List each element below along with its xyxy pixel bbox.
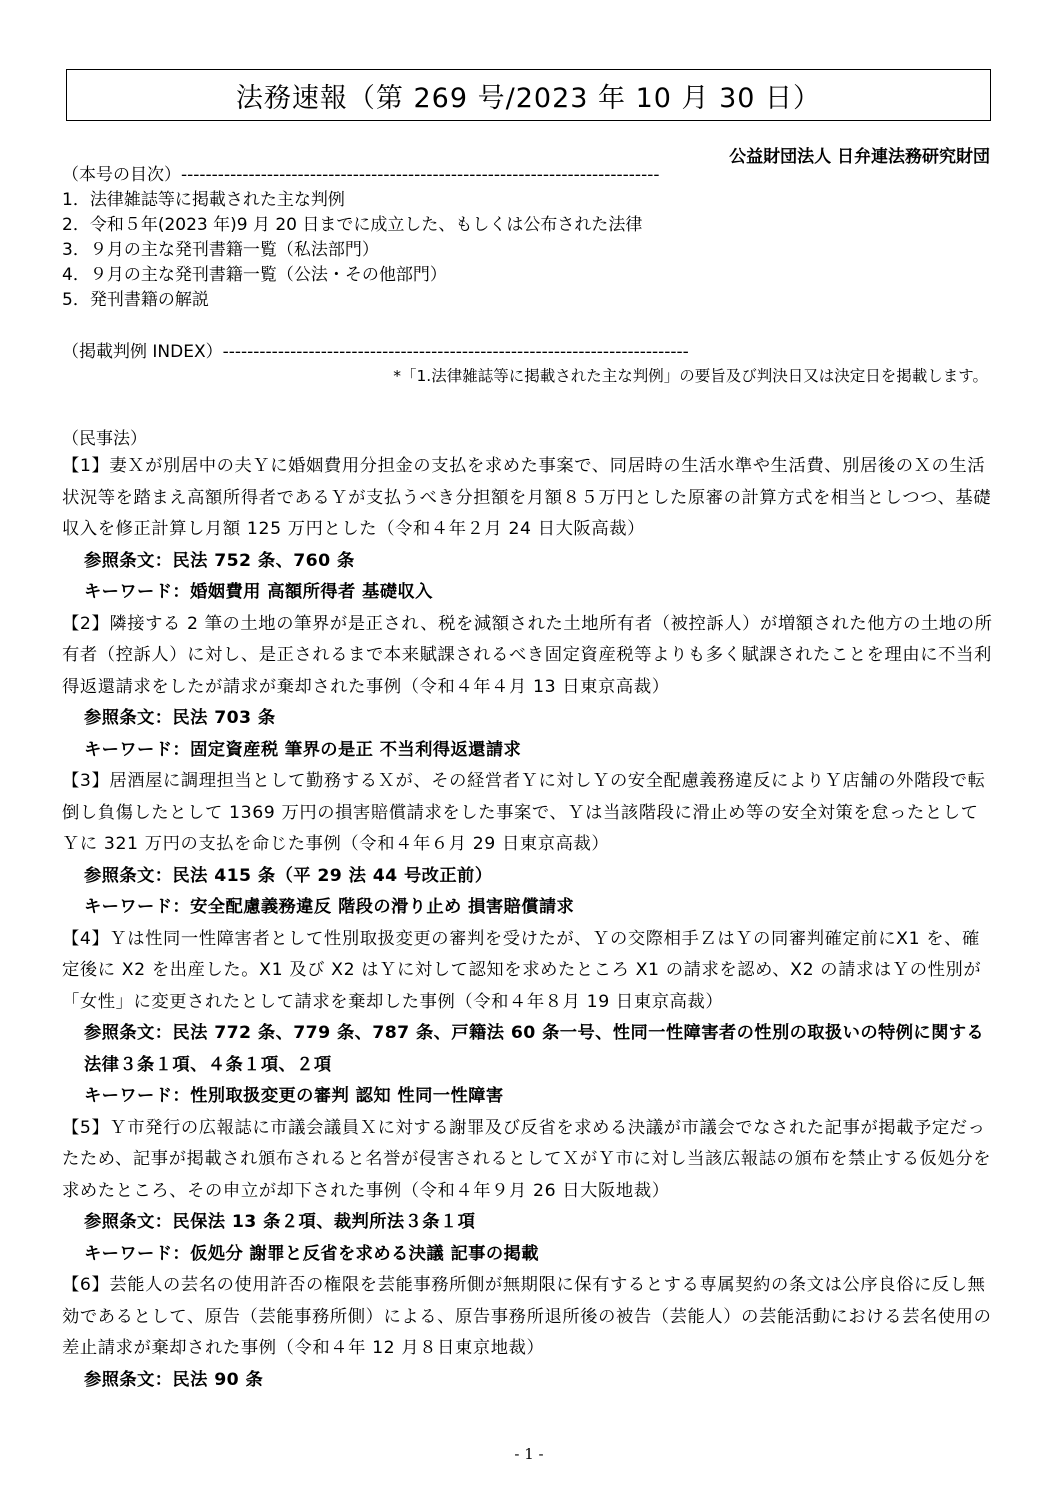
ref-label: 参照条文： <box>84 550 173 571</box>
case-summary: 【5】Ｙ市発行の広報誌に市議会議員Ｘに対する謝罪及び反省を求める決議が市議会でなされた記事が掲載予定だったため、記事が掲載され頒布されると名誉が侵害されるとしてＸがＹ市に対し当該広報誌の頒布を禁止する仮処分を求めたところ、その申立が却下された事例（令和４年９月 26 日大阪地裁） <box>62 1117 992 1201</box>
case-list <box>62 451 994 1396</box>
case-keywords <box>62 1081 994 1113</box>
ref-label: 参照条文： <box>84 1369 173 1390</box>
publisher-name: 公益財団法人 日弁連法務研究財団 <box>729 147 990 167</box>
kw-label: キーワード： <box>84 582 191 602</box>
kw-label: キーワード： <box>84 739 191 760</box>
toc-item: 3．９月の主な発刊書籍一覧（私法部門） <box>62 240 379 260</box>
kw-label: キーワード： <box>84 1086 191 1106</box>
case-references <box>62 546 994 578</box>
case-summary: 【3】居酒屋に調理担当として勤務するＸが、その経営者Ｙに対しＹの安全配慮義務違反によりＹ店舗の外階段で転倒し負傷したとして 1369 万円の損害賠償請求をした事案で、Ｙは当該階段に滑止め等の安全対策を怠ったとしてＹに 321 万円の支払を命じた事例（令和４年６月 29 日東京高裁） <box>62 771 986 854</box>
toc-item: 1．法律雑誌等に掲載された主な判例 <box>62 190 345 210</box>
case-entry <box>62 451 994 609</box>
toc-item: 2．令和５年(2023 年)9 月 20 日までに成立した、もしくは公布された法律 <box>62 215 643 235</box>
ref-label: 参照条文： <box>84 865 173 886</box>
ref-text: 民法 752 条、760 条 <box>172 550 355 571</box>
case-references <box>62 1365 994 1397</box>
ref-label: 参照条文： <box>84 1023 173 1043</box>
ref-text: 民保法 13 条２項、裁判所法３条１項 <box>172 1212 476 1232</box>
case-references <box>62 1207 994 1239</box>
kw-label: キーワード： <box>84 1243 191 1264</box>
case-entry <box>62 924 994 1113</box>
case-references <box>62 1018 994 1081</box>
case-summary: 【4】Ｙは性同一性障害者として性別取扱変更の審判を受けたが、Ｙの交際相手ＺはＹの同審判確定前にX1 を、確定後に X2 を出産した。X1 及び X2 はＹに対して認知を求めたところ X1 の請求を認め、X2 の請求はＹの性別が「女性」に変更されたとして請求を棄却した事例（令和４年８月 19 日東京高裁） <box>62 928 982 1012</box>
ref-text: 民法 90 条 <box>172 1369 264 1390</box>
case-keywords <box>62 1239 994 1271</box>
kw-text: 固定資産税 筆界の是正 不当利得返還請求 <box>190 739 522 760</box>
case-entry <box>62 1270 994 1396</box>
case-references <box>62 861 994 893</box>
page-number: - 1 - <box>514 1445 544 1463</box>
case-entry <box>62 1113 994 1271</box>
ref-text: 民法 703 条 <box>172 708 276 728</box>
toc-heading: （本号の目次）------------------------------------------------------------------------------ <box>62 165 660 185</box>
toc-item: 4．９月の主な発刊書籍一覧（公法・その他部門） <box>62 265 447 285</box>
case-references <box>62 703 994 735</box>
index-heading: （掲載判例 INDEX）---------------------------------------------------------------------------- <box>62 342 689 362</box>
case-summary: 【2】隣接する 2 筆の土地の筆界が是正され、税を減額された土地所有者（被控訴人）が増額された他方の土地の所有者（控訴人）に対し、是正されるまで本来賦課されるべき固定資産税等よりも多く賦課されたことを理由に不当利得返還請求をしたが請求が棄却された事例（令和４年４月 13 日東京高裁） <box>62 613 993 697</box>
toc-item: 5．発刊書籍の解説 <box>62 290 209 310</box>
case-entry <box>62 609 994 767</box>
kw-text: 婚姻費用 高額所得者 基礎収入 <box>190 582 433 602</box>
index-note: *「1.法律雑誌等に掲載された主な判例」の要旨及び判決日又は決定日を掲載します。 <box>393 367 988 385</box>
case-summary: 【6】芸能人の芸名の使用許否の権限を芸能事務所側が無期限に保有するとする専属契約の条文は公序良俗に反し無効であるとして、原告（芸能事務所側）による、原告事務所退所後の被告（芸能人）の芸能活動における芸名使用の差止請求が棄却された事例（令和４年 12 月８日東京地裁） <box>62 1275 992 1358</box>
kw-text: 性別取扱変更の審判 認知 性同一性障害 <box>190 1086 504 1106</box>
case-summary: 【1】妻Ｘが別居中の夫Ｙに婚姻費用分担金の支払を求めた事案で、同居時の生活水準や生活費、別居後のＸの生活状況等を踏まえ高額所得者であるＹが支払うべき分担額を月額８５万円とした原審の計算方式を相当としつつ、基礎収入を修正計算し月額 125 万円とした（令和４年２月 24 日大阪高裁） <box>62 456 992 539</box>
ref-text: 民法 415 条（平 29 法 44 号改正前） <box>172 865 493 886</box>
section-label-civil-law: （民事法） <box>62 429 147 449</box>
page-title <box>66 69 991 121</box>
case-keywords <box>62 892 994 924</box>
ref-text: 民法 772 条、779 条、787 条、戸籍法 60 条一号、性同一性障害者の性別の取扱いの特例に関する法律３条１項、４条１項、２項 <box>84 1023 985 1075</box>
ref-label: 参照条文： <box>84 708 173 728</box>
case-keywords <box>62 735 994 767</box>
table-of-contents <box>62 188 642 313</box>
case-entry <box>62 766 994 924</box>
kw-label: キーワード： <box>84 897 191 917</box>
title-text: 法務速報（第 269 号/2023 年 10 月 30 日） <box>235 82 822 114</box>
kw-text: 仮処分 謝罪と反省を求める決議 記事の掲載 <box>190 1243 539 1264</box>
kw-text: 安全配慮義務違反 階段の滑り止め 損害賠償請求 <box>190 897 575 917</box>
case-keywords <box>62 577 994 609</box>
ref-label: 参照条文： <box>84 1212 173 1232</box>
